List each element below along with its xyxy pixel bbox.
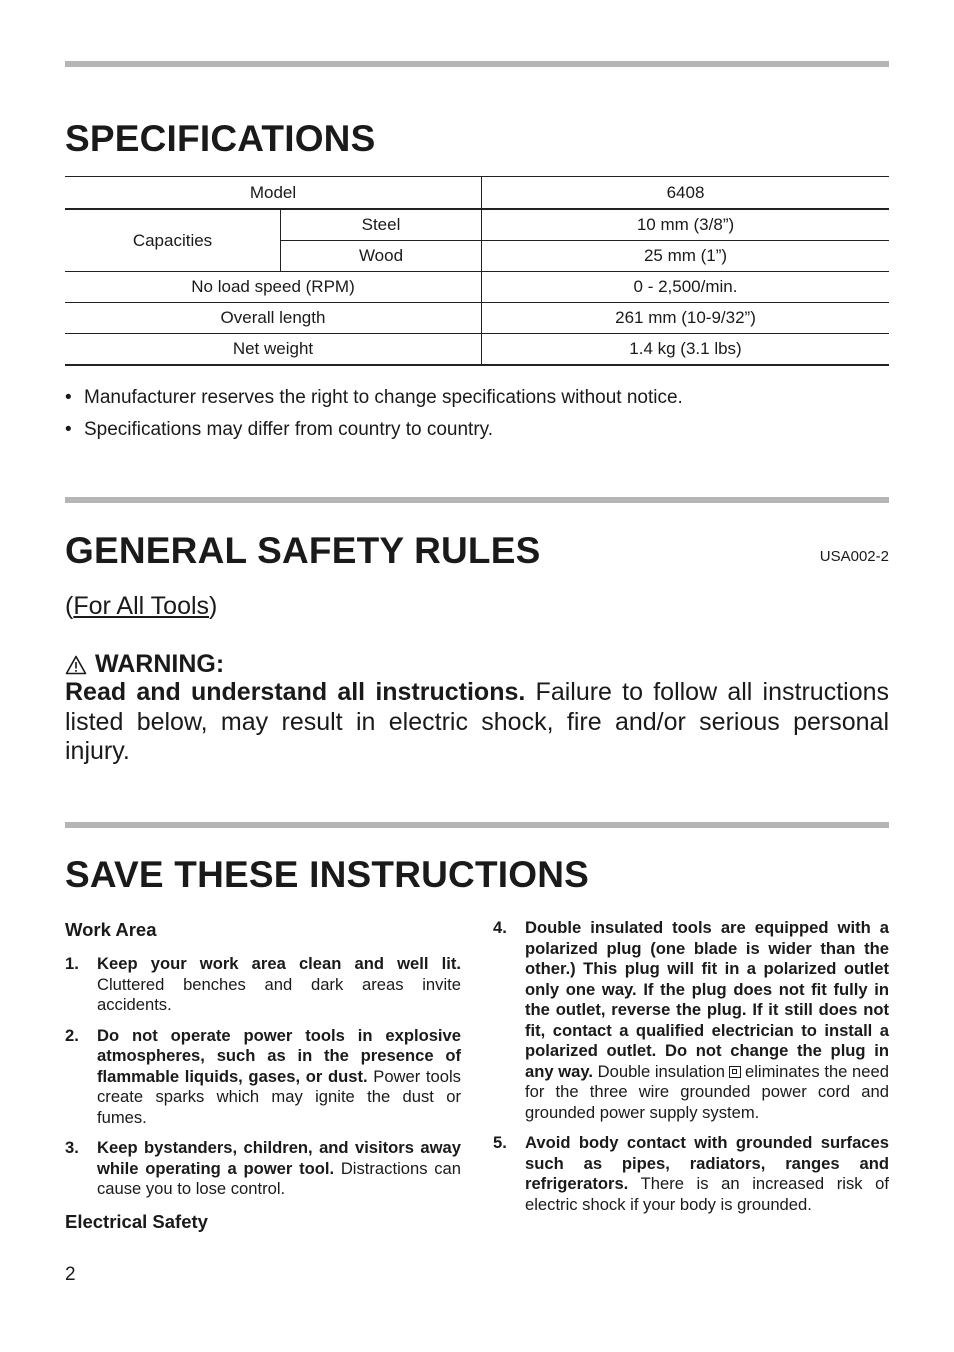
warning-text: Read and understand all instructions. Failure to follow all instructions listed below, may result in electric shock, fire and/or serious personal injury. bbox=[65, 678, 889, 765]
list-item: • Specifications may differ from country to country. bbox=[65, 419, 494, 440]
table-row bbox=[65, 177, 889, 210]
work-area-heading: Work Area bbox=[65, 919, 157, 940]
table-row bbox=[65, 272, 889, 303]
subtitle: (For All Tools) bbox=[65, 592, 218, 620]
list-item: 1. Keep your work area clean and well lit. Cluttered benches and dark areas invite accidents. bbox=[65, 954, 461, 1014]
speed-value: 0 - 2,500/min. bbox=[482, 272, 890, 303]
model-value: 6408 bbox=[482, 177, 890, 210]
weight-label: Net weight bbox=[65, 334, 482, 366]
page-number: 2 bbox=[65, 1264, 76, 1285]
list-item: 2. Do not operate power tools in explosive atmospheres, such as in the presence of flammable liquids, gases, or dust. Power tools create sparks which may ignite the dust or fumes. bbox=[65, 1025, 461, 1127]
steel-value: 10 mm (3/8”) bbox=[482, 209, 890, 241]
specifications-table bbox=[65, 176, 889, 366]
table-row bbox=[65, 334, 889, 366]
list-item: 3. Keep bystanders, children, and visitors away while operating a power tool. Distractions can cause you to lose control. bbox=[65, 1138, 461, 1198]
section-divider bbox=[65, 497, 889, 503]
warning-heading: WARNING: bbox=[65, 650, 224, 679]
left-column bbox=[65, 918, 461, 1234]
table-row bbox=[65, 209, 889, 241]
length-label: Overall length bbox=[65, 303, 482, 334]
section-divider bbox=[65, 61, 889, 67]
right-column bbox=[493, 918, 889, 1215]
section-divider bbox=[65, 822, 889, 828]
speed-label: No load speed (RPM) bbox=[65, 272, 482, 303]
capacities-label: Capacities bbox=[65, 209, 281, 272]
weight-value: 1.4 kg (3.1 lbs) bbox=[482, 334, 890, 366]
double-insulation-icon bbox=[729, 1066, 741, 1078]
list-item: • Manufacturer reserves the right to change specifications without notice. bbox=[65, 387, 683, 408]
list-item: 4. Double insulated tools are equipped with a polarized plug (one blade is wider than the other.) This plug will fit in a polarized outlet only one way. If the plug does not fit fully in the outlet, reverse the plug. If it still does not fit, contact a qualified electrician to install a polarized outlet. Do not change the plug in any way. Double insulation eliminates the need for the three wire grounded power cord and grounded power supply system. bbox=[493, 918, 889, 1122]
list-item: 5. Avoid body contact with grounded surfaces such as pipes, radiators, ranges and refrigerators. There is an increased risk of electric shock if your body is grounded. bbox=[493, 1133, 890, 1214]
electrical-safety-heading: Electrical Safety bbox=[65, 1210, 208, 1232]
warning-triangle-icon bbox=[65, 655, 87, 675]
document-code: USA002-2 bbox=[819, 548, 889, 565]
save-instructions-title: SAVE THESE INSTRUCTIONS bbox=[65, 854, 590, 895]
wood-value: 25 mm (1”) bbox=[482, 241, 890, 272]
wood-label: Wood bbox=[281, 241, 482, 272]
length-value: 261 mm (10-9/32”) bbox=[482, 303, 890, 334]
table-row bbox=[65, 303, 889, 334]
specifications-title: SPECIFICATIONS bbox=[65, 118, 376, 159]
steel-label: Steel bbox=[281, 209, 482, 241]
specification-notes bbox=[65, 386, 683, 450]
general-safety-title: GENERAL SAFETY RULES bbox=[65, 530, 541, 571]
model-label: Model bbox=[65, 177, 482, 210]
